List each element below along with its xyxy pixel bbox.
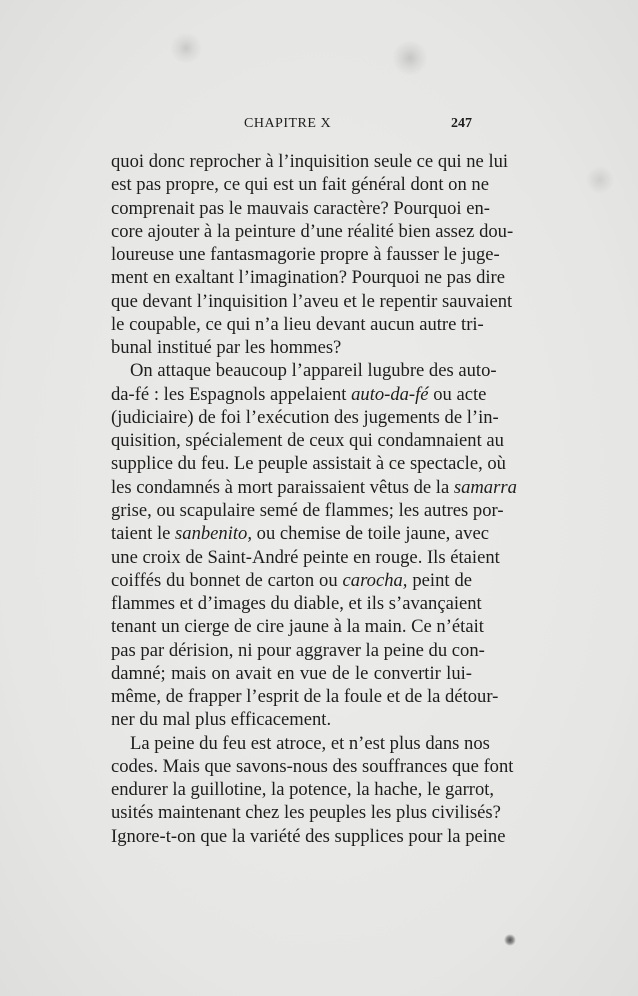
text-line [111, 569, 472, 592]
text-segment: grise, ou scapulaire semé de flammes; les autres por- [111, 499, 504, 521]
text-segment: supplice du feu. Le peuple assistait à ce spectacle, où [111, 453, 506, 475]
text-line [111, 197, 490, 220]
text-line [111, 732, 490, 755]
text-segment: damné; mais on avait en vue de le convertir lui- [111, 662, 472, 684]
text-line [111, 429, 504, 452]
text-segment: ou acte [428, 383, 487, 405]
italic-term: carocha, [342, 569, 408, 591]
text-segment: usités maintenant chez les peuples les plus civilisés? [111, 802, 501, 824]
text-line [111, 173, 489, 196]
text-segment: pas par dérision, ni pour aggraver la peine du con- [111, 639, 485, 661]
text-segment: ment en exaltant l’imagination? Pourquoi ne pas dire [111, 267, 505, 289]
text-segment: (judiciaire) de foi l’exécution des jugements de l’in- [111, 406, 499, 428]
text-segment: ou chemise de toile jaune, avec [252, 523, 489, 545]
text-line [111, 243, 500, 266]
text-segment: quoi donc reprocher à l’inquisition seule ce qui ne lui [111, 151, 509, 172]
text-segment: quisition, spécialement de ceux qui condamnaient au [111, 430, 504, 452]
italic-term: auto-da-fé [351, 383, 429, 405]
text-line [111, 150, 509, 173]
text-line [111, 546, 500, 569]
text-line [111, 359, 497, 382]
text-line [111, 778, 495, 801]
italic-term: sanbenito, [175, 523, 252, 545]
text-segment: ner du mal plus efficacement. [111, 709, 332, 731]
text-line [111, 755, 514, 778]
text-segment: On attaque beaucoup l’appareil lugubre des auto- [130, 360, 497, 382]
text-line [111, 476, 517, 499]
text-line [111, 336, 472, 359]
text-line [111, 266, 505, 289]
text-line [111, 220, 514, 243]
text-segment: que devant l’inquisition l’aveu et le repentir sauvaient [111, 290, 513, 312]
text-line [111, 662, 472, 685]
text-segment: est pas propre, ce qui est un fait général dont on ne [111, 174, 489, 196]
text-line [111, 801, 501, 824]
body-text [111, 150, 517, 848]
running-title: CHAPITRE X [244, 116, 332, 131]
text-line [111, 522, 489, 545]
text-line [111, 708, 472, 731]
text-segment: taient le [111, 523, 176, 545]
text-segment: core ajouter à la peinture d’une réalité bien assez dou- [111, 220, 514, 242]
text-segment: peint de [407, 569, 472, 591]
text-line [111, 290, 513, 313]
text-line [111, 406, 499, 429]
text-line [111, 592, 482, 615]
text-line [111, 825, 506, 848]
text-segment: comprenait pas le mauvais caractère? Pourquoi en- [111, 197, 490, 219]
text-line [111, 452, 506, 475]
page-number: 247 [451, 116, 472, 131]
text-line [111, 499, 504, 522]
page-header [111, 116, 472, 138]
text-segment: coiffés du bonnet de carton ou [111, 569, 343, 591]
text-segment: Ignore-t-on que la variété des supplices pour la peine [111, 825, 506, 847]
text-segment: La peine du feu est atroce, et n’est plus dans nos [130, 732, 490, 754]
text-segment: codes. Mais que savons-nous des souffrances que font [111, 755, 514, 777]
text-segment: les condamnés à mort paraissaient vêtus de la [111, 476, 454, 498]
text-segment: une croix de Saint-André peinte en rouge. Ils étaient [111, 546, 500, 568]
text-segment: loureuse une fantasmagorie propre à fausser le juge- [111, 244, 500, 266]
text-segment: bunal institué par les hommes? [111, 337, 342, 359]
text-segment: le coupable, ce qui n’a lieu devant aucun autre tri- [111, 313, 484, 335]
italic-term: samarra [453, 476, 517, 498]
text-line [111, 313, 484, 336]
text-segment: même, de frapper l’esprit de la foule et de la détour- [111, 686, 499, 708]
text-line [111, 615, 484, 638]
text-line [111, 685, 499, 708]
text-segment: endurer la guillotine, la potence, la hache, le garrot, [111, 779, 495, 801]
text-segment: tenant un cierge de cire jaune à la main. Ce n’était [111, 616, 484, 638]
text-line [111, 639, 485, 662]
text-segment: da-fé : les Espagnols appelaient [111, 383, 352, 405]
text-segment: flammes et d’images du diable, et ils s’avançaient [111, 593, 482, 615]
text-line [111, 383, 487, 406]
